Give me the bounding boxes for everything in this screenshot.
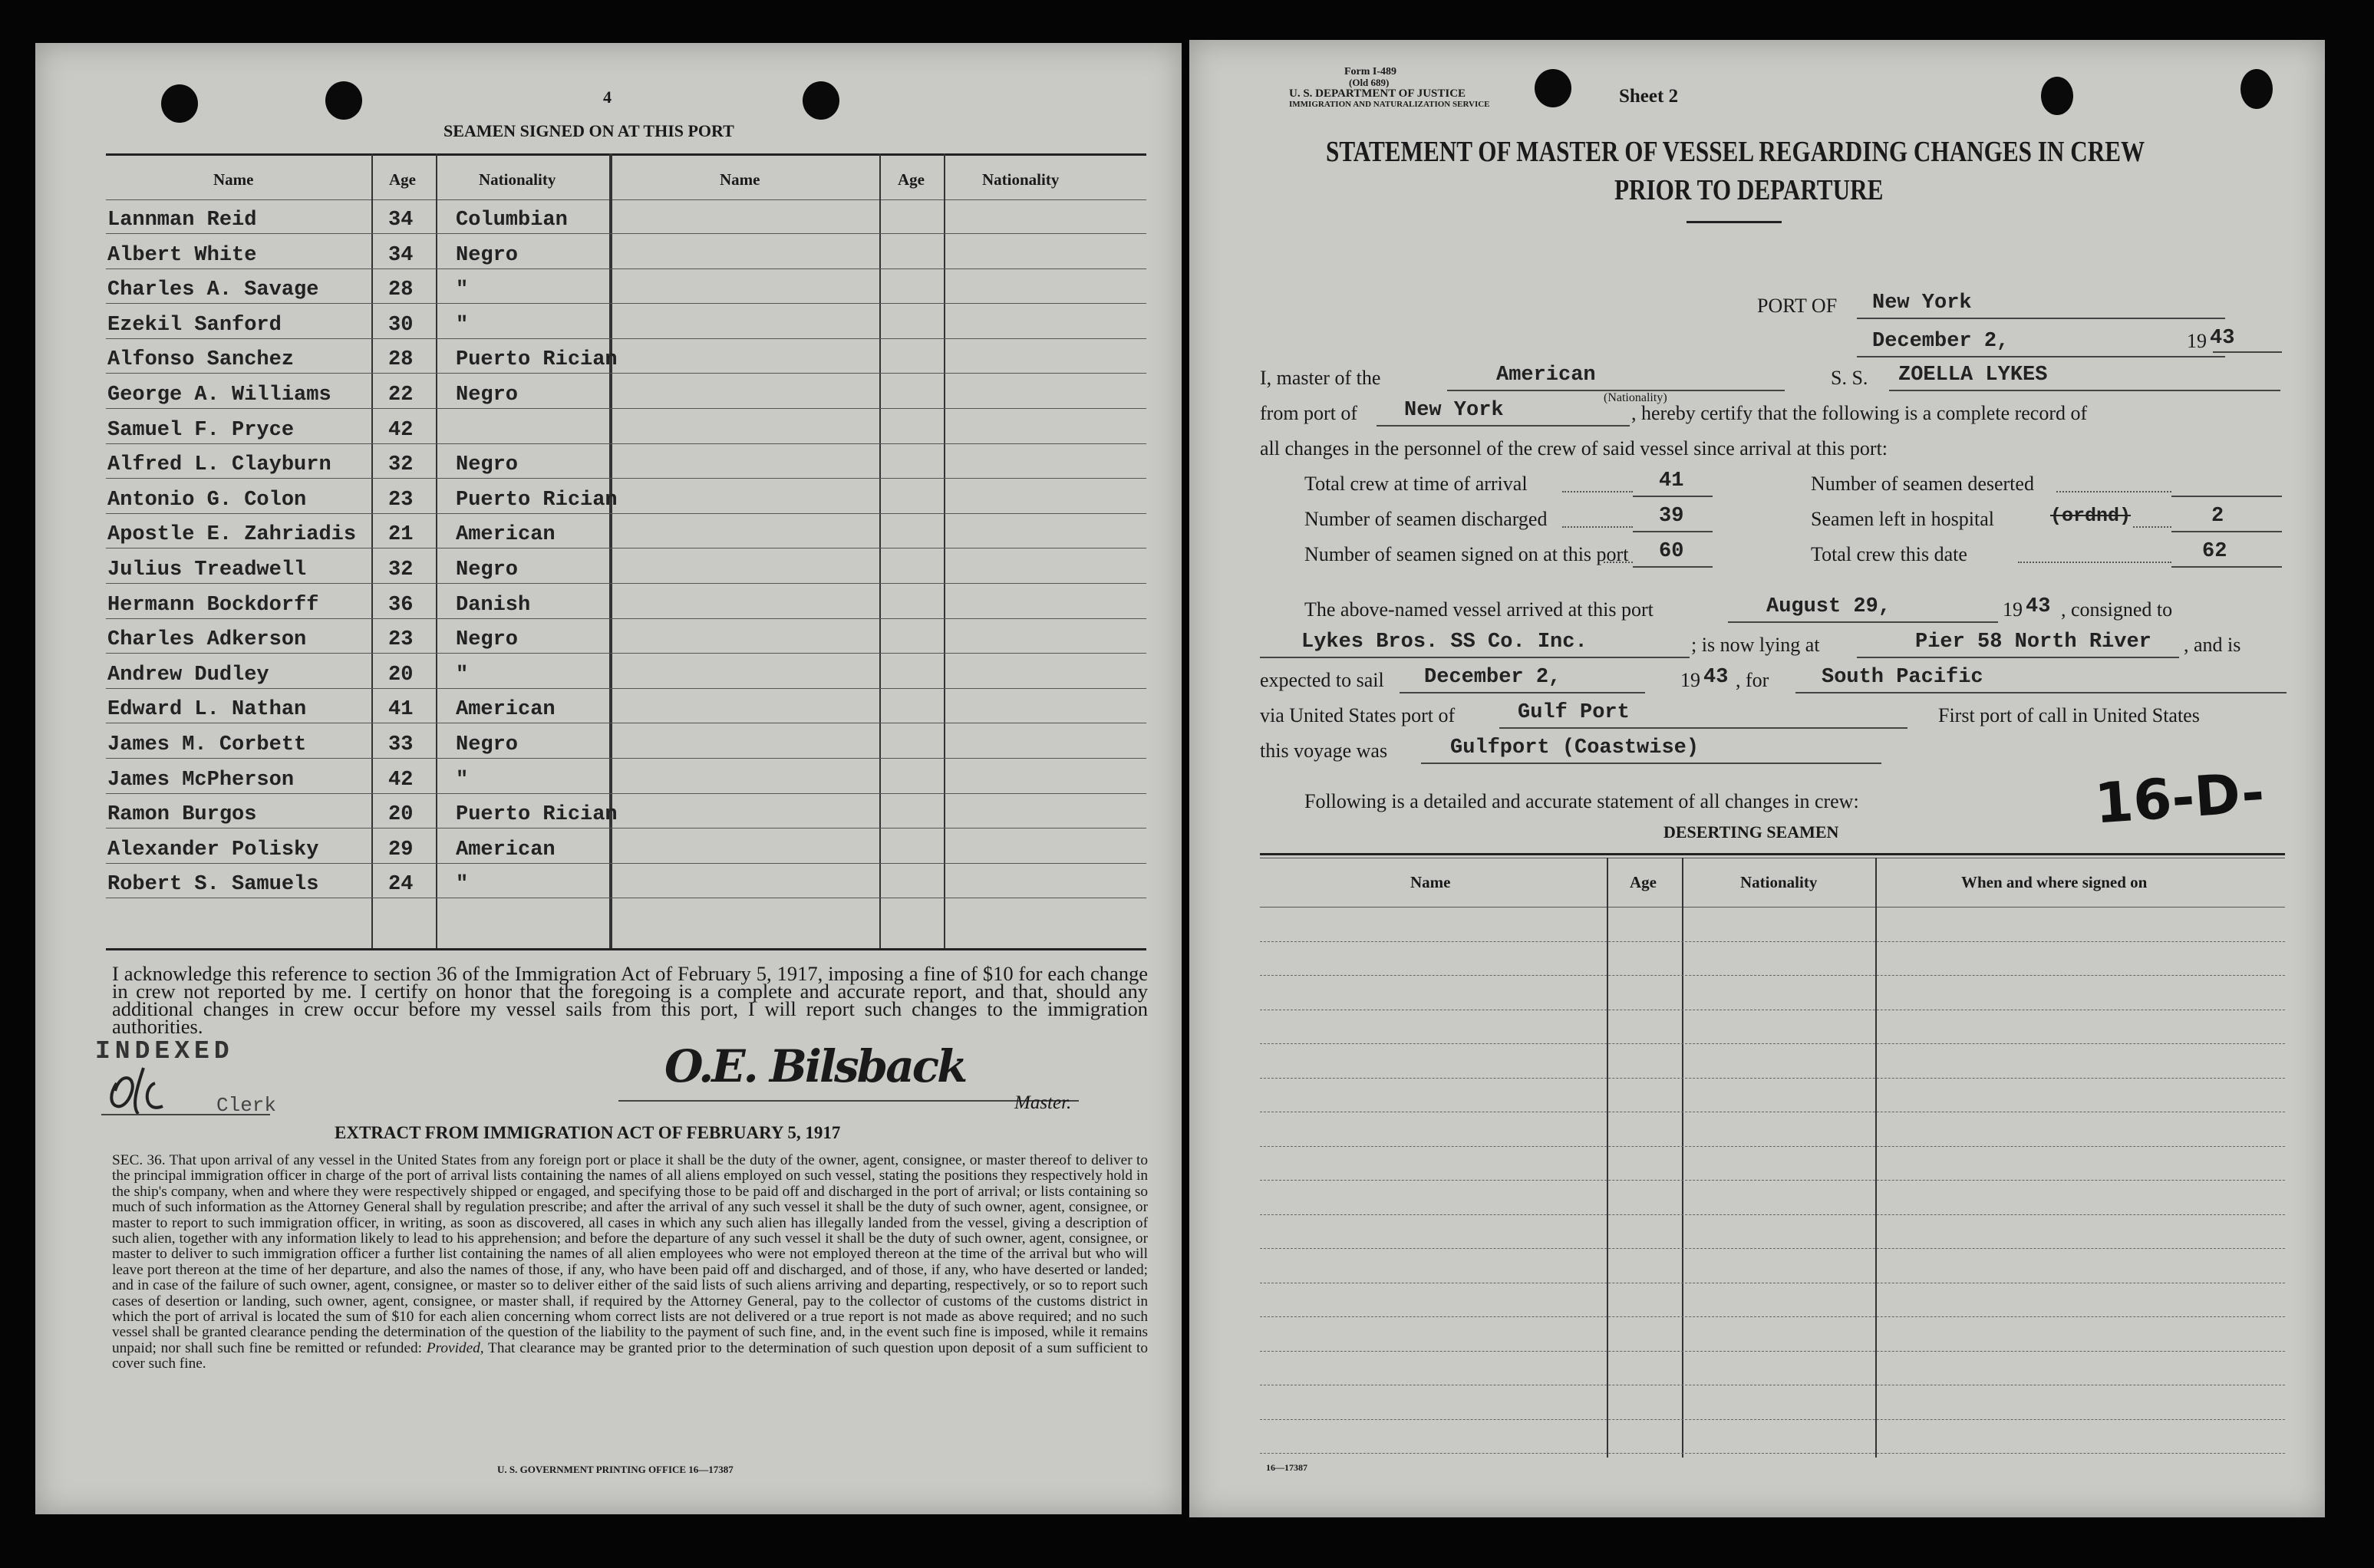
- arrived-year: 43: [2026, 595, 2051, 618]
- seaman-name: Antonio G. Colon: [107, 488, 307, 512]
- stat-value: 41: [1659, 469, 1684, 492]
- stat-label: Number of seamen discharged: [1304, 508, 1548, 530]
- seaman-age: 41: [388, 698, 414, 722]
- stat-value: 60: [1659, 540, 1684, 563]
- sail-year: 43: [1703, 666, 1729, 689]
- header-age: Age: [898, 170, 925, 189]
- table-row-rule: [106, 303, 1146, 304]
- punch-hole: [1535, 69, 1571, 107]
- table-row-rule: [106, 478, 1146, 479]
- sail-date-line: [1400, 692, 1645, 693]
- via-line: [1499, 727, 1907, 729]
- table-row-rule: [106, 688, 1146, 689]
- master-of-the-label: I, master of the: [1260, 367, 1381, 389]
- sheet-number: Sheet 2: [1619, 86, 1679, 107]
- stat-value: 62: [2202, 540, 2227, 563]
- seaman-nationality: Negro: [456, 384, 519, 407]
- stat-label: Number of seamen signed on at this port: [1304, 543, 1629, 565]
- year-line: [2213, 351, 2282, 353]
- destination: South Pacific: [1822, 666, 1983, 689]
- certify-text: , hereby certify that the following is a complete record of: [1631, 402, 2088, 424]
- seaman-age: 34: [388, 243, 414, 267]
- left-title: SEAMEN SIGNED ON AT THIS PORT: [443, 121, 734, 140]
- table-top-rule: [106, 153, 1146, 156]
- from-port-line: [1377, 425, 1630, 427]
- seaman-name: Charles Adkerson: [107, 628, 307, 652]
- ship-name: ZOELLA LYKES: [1898, 364, 2048, 387]
- seaman-nationality: Negro: [456, 558, 519, 581]
- stat-label: Number of seamen deserted: [1811, 473, 2034, 495]
- desert-table-top-rule: [1260, 853, 2285, 855]
- extract-tail: That clearance may be granted prior to the determination of such question upon deposit of a sum sufficient to cover such fine.: [112, 1339, 1148, 1372]
- consignee-line: [1260, 657, 1690, 658]
- desert-row-rule: [1260, 1419, 2285, 1421]
- seaman-name: Andrew Dudley: [107, 663, 269, 687]
- from-port-value: New York: [1404, 399, 1504, 422]
- seaman-nationality: ": [456, 873, 469, 897]
- stat-line: [1633, 496, 1713, 497]
- header-name: Name: [213, 170, 254, 189]
- seaman-age: 29: [388, 838, 414, 861]
- extract-lead: SEC. 36.: [112, 1152, 166, 1168]
- ss-label: S. S.: [1831, 367, 1868, 389]
- desert-row-rule: [1260, 1214, 2285, 1216]
- signature-line: [618, 1100, 1079, 1102]
- seaman-nationality: ": [456, 313, 469, 337]
- desert-header-age: Age: [1630, 873, 1657, 891]
- table-row-rule: [106, 583, 1146, 584]
- sail-date: December 2,: [1424, 666, 1561, 689]
- seaman-age: 24: [388, 873, 414, 897]
- seaman-nationality: ": [456, 768, 469, 792]
- seaman-age: 42: [388, 418, 414, 442]
- punch-hole: [803, 81, 839, 120]
- form-title-line2: PRIOR TO DEPARTURE: [1614, 174, 1884, 206]
- seaman-nationality: Negro: [456, 733, 519, 756]
- seaman-name: James M. Corbett: [107, 733, 307, 756]
- stat-line: [2171, 531, 2282, 532]
- stat-leader: [2133, 526, 2171, 528]
- table-row-rule: [106, 233, 1146, 234]
- desert-row-rule: [1260, 1146, 2285, 1148]
- department: U. S. DEPARTMENT OF JUSTICE: [1289, 87, 1466, 100]
- seaman-age: 23: [388, 628, 414, 652]
- table-row-rule: [106, 338, 1146, 339]
- right-printer-note: 16—17387: [1266, 1462, 1307, 1473]
- seaman-name: Charles A. Savage: [107, 278, 319, 302]
- first-port-label: First port of call in United States: [1938, 704, 2200, 726]
- seaman-age: 28: [388, 278, 414, 302]
- desert-row-rule: [1260, 1316, 2285, 1318]
- seaman-name: Alexander Polisky: [107, 838, 319, 861]
- desert-row-rule: [1260, 1453, 2285, 1454]
- ship-line: [1889, 390, 2280, 391]
- year-value: 43: [2210, 327, 2235, 350]
- desert-header-signed: When and where signed on: [1961, 873, 2148, 891]
- left-page: [35, 43, 1182, 1514]
- seaman-nationality: ": [456, 663, 469, 687]
- voyage-label: this voyage was: [1260, 740, 1388, 762]
- stat-line: [1633, 531, 1713, 532]
- table-row-rule: [106, 443, 1146, 444]
- first-port: Gulfport (Coastwise): [1450, 736, 1700, 759]
- certify-text-2: all changes in the personnel of the crew of said vessel since arrival at this port:: [1260, 437, 1888, 460]
- column-divider: [1682, 858, 1683, 1458]
- extract-body: That upon arrival of any vessel in the United States from any foreign port or place it shall be the duty of the owner, agent, consignee, or master thereof to deliver to the principal immigration officer in charge of the port of arrival lists containing the names of all aliens employed on such vessel, stating the positions they respectively hold in the ship's company, when and where they were respectively shipped or engaged, and specifying those to be paid off and discharged in the port of arrival; or lists containing so much of such information as the Attorney General shall by regulation prescribe; and after the arrival of any such vessel it shall be the duty of such owner, agent, consignee, or master to report to such immigration officer, in writing, as soon as discovered, all cases in which any such alien has illegally landed from the vessel, giving a description of such alien, together with any information likely to lead to his apprehension; and before the departure of any such vessel it shall be the duty of such owner, agent, consignee, or master to deliver to such immigration officer a further list containing the names of all alien employees who were not employed thereon at the time of the arrival but who will leave port thereon at the time of her departure, and also the names of those, if any, who have been paid off and discharged, and of those, if any, who have deserted or landed; and in case of the failure of such owner, agent, consignee, or master so to deliver either of the said lists of such aliens arriving and departing, respectively, or so to report such cases of desertion or landing, such owner, agent, consignee, or master shall, if required by the Attorney General, pay to the collector of customs of the customs district in which the port of arrival is located the sum of $10 for each alien concerning whom correct lists are not delivered or a true report is not made as above required; and no such vessel shall be granted clearance pending the determination of the question of the liability to the payment of such fine, and, in the event such fine is imposed, while it remains unpaid; nor shall such fine be remitted or refunded:: [112, 1152, 1148, 1356]
- following-text: Following is a detailed and accurate statement of all changes in crew:: [1304, 790, 1859, 812]
- date-line: [1857, 356, 2225, 357]
- seaman-nationality: Puerto Rician: [456, 803, 618, 827]
- acknowledgement: I acknowledge this reference to section 36 of the Immigration Act of February 5, 1917, imposing a fine of $10 for each change in crew not reported by me. I certify on honor that the foregoing is a complete and accurate report, and that, should any additional changes in crew occur before my vessel sails from this port, I will report such changes to the immigration authorities.: [112, 962, 1148, 1038]
- stat-value: 39: [1659, 505, 1684, 528]
- arrived-year-prefix: 19: [2003, 598, 2023, 621]
- seaman-age: 30: [388, 313, 414, 337]
- header-nationality: Nationality: [479, 170, 556, 189]
- table-row-rule: [106, 793, 1146, 794]
- desert-row-rule: [1260, 941, 2285, 943]
- seaman-nationality: ": [456, 278, 469, 302]
- stat-label: Total crew this date: [1811, 543, 1967, 565]
- seaman-name: Hermann Bockdorff: [107, 593, 319, 617]
- desert-row-rule: [1260, 1351, 2285, 1352]
- stat-leader: [2018, 562, 2171, 563]
- from-port-label: from port of: [1260, 402, 1358, 424]
- table-row-rule: [106, 373, 1146, 374]
- stat-line: [2171, 496, 2282, 497]
- desert-header-rule: [1260, 907, 2285, 908]
- stat-leader: [2056, 491, 2171, 492]
- nationality-value: American: [1496, 364, 1596, 387]
- seaman-name: Edward L. Nathan: [107, 698, 307, 722]
- desert-header-name: Name: [1410, 873, 1451, 891]
- table-row-rule: [106, 758, 1146, 759]
- sail-year-prefix: 19: [1680, 669, 1700, 691]
- indexed-stamp: INDEXED: [95, 1037, 234, 1066]
- seaman-age: 33: [388, 733, 414, 756]
- service: IMMIGRATION AND NATURALIZATION SERVICE: [1289, 100, 1490, 109]
- punch-hole: [2240, 69, 2273, 109]
- seaman-nationality: Negro: [456, 243, 519, 267]
- handwritten-annotation: 16-D-: [2092, 759, 2267, 836]
- header-nationality: Nationality: [982, 170, 1060, 189]
- port-line: [1857, 318, 2225, 319]
- seaman-age: 36: [388, 593, 414, 617]
- desert-row-rule: [1260, 1385, 2285, 1386]
- seaman-age: 20: [388, 803, 414, 827]
- pier-line: [1857, 657, 2179, 658]
- seaman-age: 22: [388, 384, 414, 407]
- column-divider: [609, 153, 612, 948]
- table-row-rule: [106, 408, 1146, 409]
- seaman-age: 42: [388, 768, 414, 792]
- first-port-line: [1421, 763, 1881, 764]
- extract-title: EXTRACT FROM IMMIGRATION ACT OF FEBRUARY 5, 1917: [335, 1123, 841, 1142]
- seaman-name: James McPherson: [107, 768, 295, 792]
- master-label: Master.: [1014, 1092, 1072, 1113]
- nationality-caption: (Nationality): [1604, 391, 1667, 404]
- via-label: via United States port of: [1260, 704, 1456, 726]
- seaman-age: 20: [388, 663, 414, 687]
- desert-row-rule: [1260, 975, 2285, 977]
- pier: Pier 58 North River: [1915, 631, 2151, 654]
- seaman-nationality: Negro: [456, 453, 519, 477]
- stat-line: [1633, 566, 1713, 568]
- seaman-name: Ezekil Sanford: [107, 313, 282, 337]
- arrived-date: August 29,: [1766, 595, 1891, 618]
- port-value: New York: [1872, 292, 1972, 315]
- left-printer-note: U. S. GOVERNMENT PRINTING OFFICE 16—17387: [497, 1464, 734, 1475]
- for-label: , for: [1736, 669, 1769, 691]
- seaman-nationality: Danish: [456, 593, 531, 617]
- stat-label: Total crew at time of arrival: [1304, 473, 1528, 495]
- punch-hole: [161, 84, 198, 123]
- extract-text: [112, 1153, 1148, 1372]
- stat-struck: (ordnd): [2050, 505, 2132, 527]
- right-page: [1189, 40, 2325, 1517]
- table-bottom-rule: [106, 948, 1146, 950]
- title-rule: [1687, 221, 1782, 223]
- seaman-name: Ramon Burgos: [107, 803, 257, 827]
- arrived-label: The above-named vessel arrived at this port: [1304, 598, 1654, 621]
- clerk-initials: [101, 1060, 186, 1122]
- stat-leader: [1562, 526, 1633, 528]
- via-port: Gulf Port: [1518, 701, 1630, 724]
- column-divider: [436, 153, 437, 948]
- column-divider: [1607, 858, 1608, 1458]
- destination-line: [1795, 692, 2287, 693]
- desert-header-nationality: Nationality: [1740, 873, 1818, 891]
- seaman-nationality: Puerto Rician: [456, 488, 618, 512]
- stat-line: [2171, 566, 2282, 568]
- arrived-line: [1728, 621, 1998, 623]
- seaman-nationality: Negro: [456, 628, 519, 652]
- year-prefix: 19: [2187, 330, 2207, 352]
- seaman-name: Albert White: [107, 243, 257, 267]
- column-divider: [879, 153, 881, 948]
- header-name: Name: [720, 170, 760, 189]
- table-row-rule: [106, 653, 1146, 654]
- lying-label: ; is now lying at: [1691, 634, 1820, 656]
- header-age: Age: [389, 170, 416, 189]
- stat-value: 2: [2211, 505, 2224, 528]
- master-signature: O.E. Bilsback: [664, 1040, 966, 1092]
- and-is-label: , and is: [2184, 634, 2241, 656]
- seaman-name: Robert S. Samuels: [107, 873, 319, 897]
- column-divider: [1875, 858, 1877, 1458]
- date-value: December 2,: [1872, 330, 2010, 353]
- seaman-name: Alfonso Sanchez: [107, 348, 295, 372]
- desert-row-rule: [1260, 1180, 2285, 1181]
- table-row-rule: [106, 513, 1146, 514]
- port-label: PORT OF: [1757, 295, 1838, 317]
- expected-label: expected to sail: [1260, 669, 1384, 691]
- desert-row-rule: [1260, 1112, 2285, 1113]
- seaman-nationality: Columbian: [456, 209, 568, 232]
- seaman-name: Alfred L. Clayburn: [107, 453, 331, 477]
- seaman-nationality: Puerto Rician: [456, 348, 618, 372]
- seaman-nationality: American: [456, 698, 556, 722]
- seaman-nationality: American: [456, 838, 556, 861]
- seaman-name: Lannman Reid: [107, 209, 257, 232]
- table-header-rule: [106, 199, 1146, 200]
- form-title-line1: STATEMENT OF MASTER OF VESSEL REGARDING CHANGES IN CREW: [1326, 136, 2145, 168]
- seaman-name: Samuel F. Pryce: [107, 418, 295, 442]
- seaman-age: 32: [388, 453, 414, 477]
- desert-row-rule: [1260, 1283, 2285, 1284]
- seaman-name: Apostle E. Zahriadis: [107, 523, 357, 547]
- seaman-age: 32: [388, 558, 414, 581]
- consigned-label: , consigned to: [2061, 598, 2173, 621]
- extract-provided: Provided,: [426, 1339, 484, 1356]
- clerk-label: Clerk: [216, 1094, 277, 1117]
- desert-row-rule: [1260, 1043, 2285, 1045]
- seaman-nationality: American: [456, 523, 556, 547]
- seaman-age: 21: [388, 523, 414, 547]
- seaman-age: 23: [388, 488, 414, 512]
- stat-leader: [1604, 562, 1633, 563]
- column-divider: [944, 153, 945, 948]
- seaman-name: Julius Treadwell: [107, 558, 307, 581]
- deserting-title: DESERTING SEAMEN: [1663, 822, 1839, 842]
- seaman-name: George A. Williams: [107, 384, 331, 407]
- table-row-rule: [106, 268, 1146, 269]
- desert-row-rule: [1260, 1078, 2285, 1079]
- form-number: Form I-489: [1344, 66, 1397, 77]
- seaman-age: 28: [388, 348, 414, 372]
- stat-leader: [1562, 491, 1633, 492]
- page-number: 4: [603, 87, 612, 107]
- seaman-age: 34: [388, 209, 414, 232]
- table-row-rule: [106, 863, 1146, 864]
- desert-row-rule: [1260, 1248, 2285, 1250]
- column-divider: [371, 153, 373, 948]
- punch-hole: [2041, 77, 2073, 115]
- table-row-rule: [106, 618, 1146, 619]
- consignee: Lykes Bros. SS Co. Inc.: [1301, 631, 1588, 654]
- form-old: (Old 689): [1349, 77, 1390, 88]
- desert-row-rule: [1260, 1010, 2285, 1011]
- punch-hole: [325, 81, 362, 120]
- stat-label: Seamen left in hospital: [1811, 508, 1995, 530]
